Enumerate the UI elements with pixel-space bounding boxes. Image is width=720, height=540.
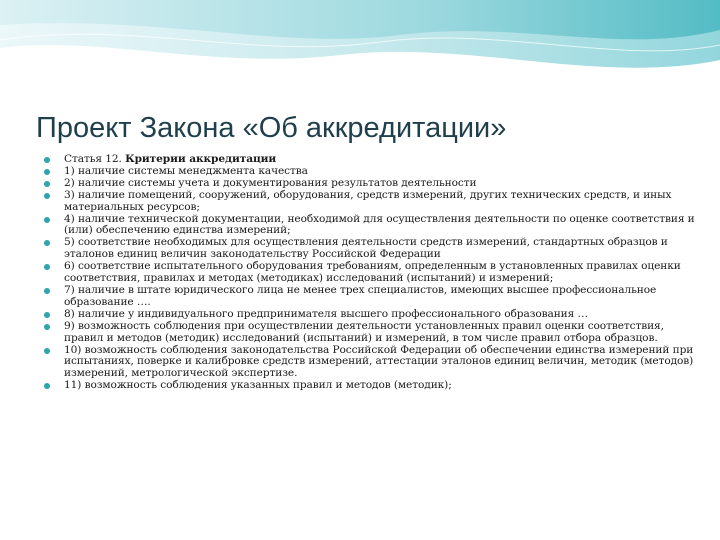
item-text: 10) возможность соблюдения законодательства Российской Федерации об обеспечении единства измерений при испытаниях, поверке и калибровке средств измерений, аттестации эталонов единиц величин, методик (методов) измерений, метрологической экспертизе. [64,343,694,380]
item-text: 7) наличие в штате юридического лица не менее трех специалистов, имеющих высшее профессиональное образование …. [64,283,657,308]
list-item [42,214,702,238]
list-item [42,190,702,214]
bullet-dot-icon [44,157,50,163]
item-text: 8) наличие у индивидуального предпринимателя высшего профессионального образования … [64,307,588,320]
decorative-wave-header [0,0,720,110]
list-item [42,285,702,309]
item-text: 5) соответствие необходимых для осуществления деятельности средств измерений, стандартных образцов и эталонов единиц величин законодательству Российской Федерации [64,236,668,261]
criteria-list [42,154,702,392]
bullet-dot-icon [44,312,50,318]
bullet-dot-icon [44,264,50,270]
item-text: 6) соответствие испытательного оборудования требованиям, определенным в установленных правилах оценки соответствия, правилах и методах (методиках) исследований (испытаний) и измерений; [64,260,681,285]
bullet-dot-icon [44,193,50,199]
bullet-dot-icon [44,217,50,223]
item-text: 2) наличие системы учета и документирования результатов деятельности [64,176,477,189]
item-text: 1) наличие системы менеджмента качества [64,164,308,177]
bullet-dot-icon [44,181,50,187]
list-item [42,345,702,381]
item-text: 9) возможность соблюдения при осуществлении деятельности установленных правил оценки соответствия, правил и методов (методик) исследований (испытаний) и измерений, в том числе правил отбора образцов. [64,319,664,344]
list-item [42,321,702,345]
list-item [42,380,702,392]
list-item [42,237,702,261]
bullet-dot-icon [44,348,50,354]
item-bold-text: Критерии аккредитации [125,153,277,165]
item-prefix: Статья 12. [64,153,126,165]
bullet-dot-icon [44,240,50,246]
slide-title: Проект Закона «Об аккредитации» [36,112,507,144]
item-text: 4) наличие технической документации, необходимой для осуществления деятельности по оценке соответствия и (или) обеспечению единства измерений; [64,212,695,237]
list-item [42,261,702,285]
bullet-dot-icon [44,169,50,175]
item-text: 3) наличие помещений, сооружений, оборудования, средств измерений, других технических средств, и иных материальных ресурсов; [64,188,672,213]
bullet-dot-icon [44,288,50,294]
bullet-dot-icon [44,383,50,389]
bullet-dot-icon [44,324,50,330]
item-text: 11) возможность соблюдения указанных правил и методов (методик); [64,379,452,392]
